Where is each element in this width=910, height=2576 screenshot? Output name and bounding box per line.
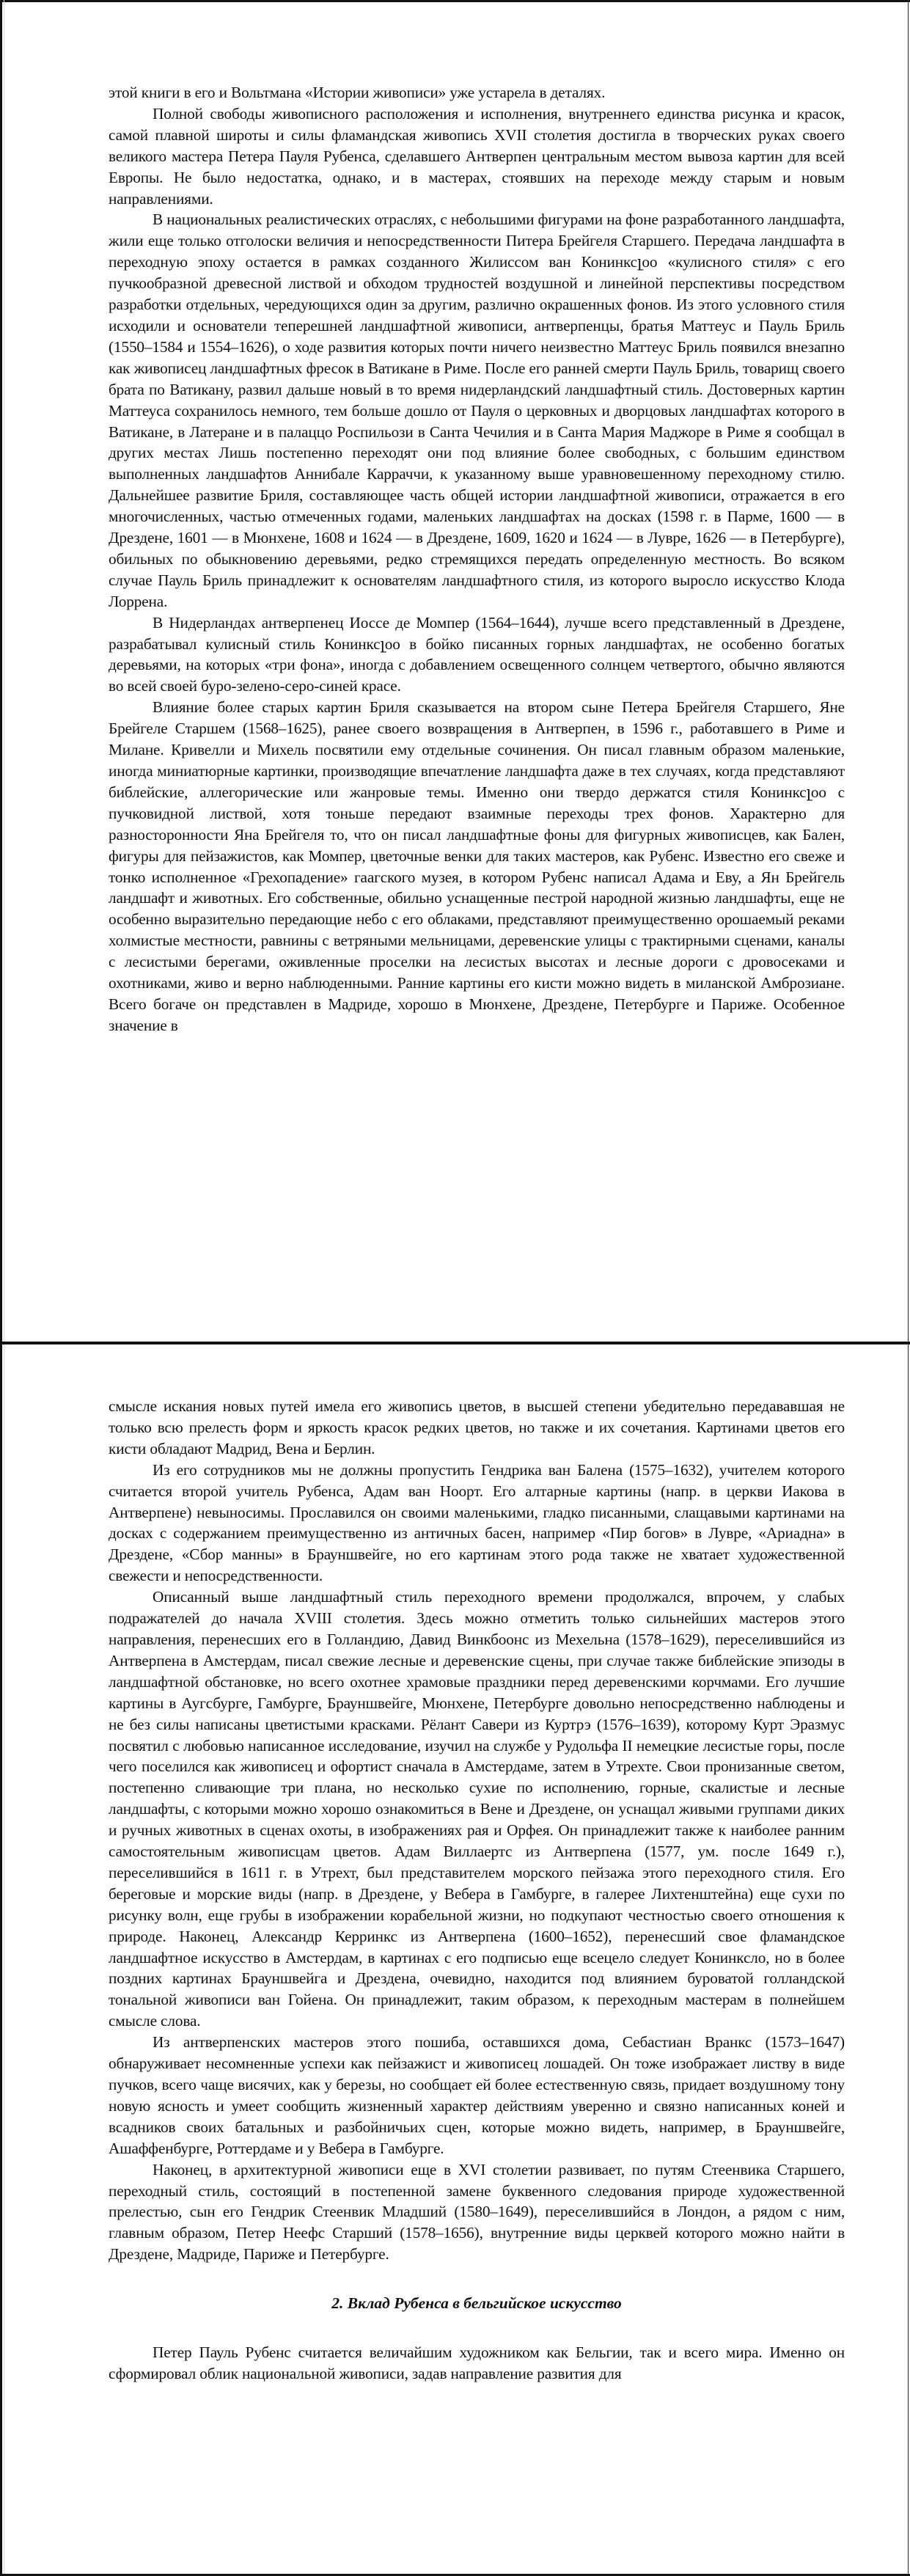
paragraph: Полной свободы живописного расположения и исполнения, внутреннего единства рисунка и красок, самой плавной широты и силы фламандская живопись XVII столетия достигла в творческих руках своего великого мастера Петера Пауля Рубенса, сделавшего Антверпен центральным местом вывоза картин для всей Европы. Не было недостатка, однако, и в мастерах, стоявших на переходе между старым и новым направлениями.: [109, 104, 845, 208]
section-heading-wrapper: [109, 2265, 845, 2342]
paragraph: Из его сотрудников мы не должны пропустить Гендрика ван Балена (1575–1632), учителем которого считается второй учитель Рубенса, Адам ван Ноорт. Его алтарные картины (напр. в церкви Иакова в Антверпене) невыносимы. Прославился он своими маленькими, гладко писанными, слащавыми картинами на досках с содержанием преимущественно из античных басен, например «Пир богов» в Лувре, «Ариадна» в Дрездене, «Сбор манны» в Брауншвейге, но его картинам этого рода также не хватает художественной свежести и непосредственности.: [109, 1460, 845, 1585]
page-break-divider: [0, 1342, 910, 1344]
document-page-1: [109, 82, 845, 1036]
paragraph: В Нидерландах антверпенец Иоссе де Момпер (1564–1644), лучше всего представленный в Дрездене, разрабатывал кулисный стиль Конинксլоо в бойко писанных горных ландшафтах, не особенно богатых деревьями, на которых «три фона», иногда с добавлением освещенного солнцем четвертого, обычно являются во всей своей буро-зелено-серо-синей красе.: [109, 613, 845, 695]
page-frame-top: [0, 0, 910, 2]
page-frame-right: [908, 0, 909, 2576]
paragraph: В национальных реалистических отраслях, с небольшими фигурами на фоне разработанного ландшафта, жили еще только отголоски величия и непосредственности Питера Брейгеля Старшего. Передача ландшафта в переходную эпоху остается в рамках созданного Жилиссом ван Конинксլоо «кулисного стиля» с его пучкообразной древесной листвой и обходом трудностей воздушной и линейной перспективы посредством разработки отдельных, чередующихся один за другим, различно окрашенных фонов. Из этого условного стиля исходили и основатели теперешней ландшафтной живописи, антверпенцы, братья Маттеус и Пауль Бриль (1550–1584 и 1554–1626), о ходе развития которых почти ничего неизвестно Маттеус Бриль появился внезапно как живописец ландшафтных фресок в Ватикане в Риме. После его ранней смерти Пауль Бриль, товарищ своего брата по Ватикану, развил дальше новый в то время нидерландский ландшафтный стиль. Достоверных картин Маттеуса сохранилось немного, тем больше дошло от Пауля о церковных и дворцовых ландшафтах которого в Ватикане, в Латеране и в палаццо Роспильози в Санта Чечилия и в Санта Мария Маджоре в Риме я сообщал в других местах Лишь постепенно переходят они под влияние более свободных, с большим единством выполненных ландшафтов Аннибале Карраччи, к указанному выше уравновешенному переходному стилю. Дальнейшее развитие Бриля, составляющее часть общей истории ландшафтной живописи, отражается в его многочисленных, частью отмеченных годами, маленьких ландшафтах на досках (1598 г. в Парме, 1600 — в Дрездене, 1601 — в Мюнхене, 1608 и 1624 — в Дрездене, 1609, 1620 и 1624 — в Лувре, 1626 — в Петербурге), обильных по обыкновению деревьями, редко стремящихся передать определенную местность. Во всяком случае Пауль Бриль принадлежит к основателям ландшафтного стиля, из которого выросло искусство Клода Лоррена.: [109, 211, 845, 610]
paragraph: этой книги в его и Вольтмана «Истории живописи» уже устарела в деталях.: [109, 84, 606, 101]
paragraph: Наконец, в архитектурной живописи еще в XVI столетии развивает, по путям Стеенвика Старшего, переходный стиль, состоящий в постепенной замене буквенного следования природе художественной прелестью, сын его Гендрик Стеенвик Младший (1580–1649), переселившийся в Лондон, а рядом с ним, главным образом, Петер Неефс Старший (1578–1656), внутренние виды церквей которого можно найти в Дрездене, Мадриде, Париже и Петербурге.: [109, 2160, 845, 2264]
paragraph: Описанный выше ландшафтный стиль переходного времени продолжался, впрочем, у слабых подражателей до начала XVIII столетия. Здесь можно отметить только сильнейших мастеров этого направления, перенесших его в Голландию, Давид Винкбоонс из Мехельна (1578–1629), переселившийся из Антверпена в Амстердам, писал свежие лесные и деревенские сцены, при случае также библейские эпизоды в ландшафтной обстановке, но всего охотнее храмовые праздники перед деревенскими корчмами. Его лучшие картины в Аугсбурге, Гамбурге, Брауншвейге, Мюнхене, Петербурге довольно непосредственно наблюдены и не без силы написаны цветистыми красками. Рёлант Савери из Куртрэ (1576–1639), которому Курт Эразмус посвятил с любовью написанное исследование, изучил на службе у Рудольфа II немецкие лесистые горы, после чего поселился как живописец и офортист сначала в Амстердаме, затем в Утрехте. Свои пронизанные светом, постепенно сливающие три плана, но несколько сухие по исполнению, горные, скалистые и лесные ландшафты, с которыми можно хорошо ознакомиться в Вене и Дрездене, он уснащал живыми группами диких и ручных животных в сценах охоты, в изображениях рая и Орфея. Он принадлежит также к наиболее ранним самостоятельным живописцам цветов. Адам Виллаертс из Антверпена (1577, ум. после 1649 г.), переселившийся в 1611 г. в Утрехт, был представителем морского пейзажа этого переходного стиля. Его береговые и морские виды (напр. в Дрездене, у Вебера в Гамбурге, в галерее Лихтенштейна) еще сухи по рисунку волн, еще грубы в изображении корабельной жизни, но подкупают честностью своего отношения к природе. Наконец, Александр Керринкс из Антверпена (1600–1652), перенесший свое фламандское ландшафтное искусство в Амстердам, в картинах с его подписью еще всецело следует Конинксло, но в более поздних картинах Брауншвейга и Дрездена, очевидно, находится под влиянием буроватой голландской тональной живописи ван Гойена. Он принадлежит, таким образом, к переходным мастерам в полнейшем смысле слова.: [109, 1588, 845, 2030]
paragraph: Влияние более старых картин Бриля сказывается на втором сыне Петера Брейгеля Старшего, Яне Брейгеле Старшем (1568–1625), ранее своего возвращения в Антверпен, в 1596 г., работавшего в Риме и Милане. Кривелли и Михель посвятили ему отдельные сочинения. Он писал главным образом маленькие, иногда миниатюрные картинки, производящие впечатление ландшафта даже в тех случаях, когда представляют библейские, аллегорические или жанровые темы. Именно они твердо держатся стиля Конинксլоо с пучковидной листвой, хотя тоньше передают взаимные переходы трех фонов. Характерно для разносторонности Яна Брейгеля то, что он писал ландшафтные фоны для фигурных живописцев, как Бален, фигуры для пейзажистов, как Момпер, цветочные венки для таких мастеров, как Рубенс. Известно его свеже и тонко исполненное «Грехопадение» гаагского музея, в котором Рубенс написал Адама и Еву, а Ян Брейгель ландшафт и животных. Его собственные, обильно уснащенные пестрой народной жизнью ландшафты, еще не особенно выразительно передающие небо с его облаками, представляют преимущественно орошаемый реками холмистые местности, равнины с ветряными мельницами, деревенские улицы с трактирными сценами, каналы с лесистыми берегами, оживленные проселки на лесистых высотах и лесные дороги с дровосеками и охотниками, живо и верно наблюденными. Ранние картины его кисти можно видеть в миланской Амброзиане. Всего богаче он представлен в Мадриде, хорошо в Мюнхене, Дрездене, Петербурге и Париже. Особенное значение в: [109, 698, 845, 1034]
document-page-2: [109, 1396, 845, 2385]
paragraph: Из антверпенских мастеров этого пошиба, оставшихся дома, Себастиан Вранкс (1573–1647) обнаруживает несомненные успехи как пейзажист и живописец лошадей. Он тоже изображает листву в виде пучков, всего чаще висячих, как у березы, но сообщает ей более естественную связь, придает воздушному тону новую ясность и умеет сообщить жизненный характер действиям уверенно и связно написанных коней и всадников своих батальных и разбойничьих сцен, которые можно видеть, например, в Брауншвейге, Ашаффенбурге, Роттердаме и у Вебера в Гамбурге.: [109, 2033, 845, 2157]
section-heading: 2. Вклад Рубенса в бельгийское искусство: [331, 2294, 622, 2313]
paragraph: смысле искания новых путей имела его живопись цветов, в высшей степени убедительно передававшая не только всю прелесть форм и яркость красок редких цветов, но также и их сочетания. Картинами цветов его кисти обладают Мадрид, Вена и Берлин.: [109, 1397, 845, 1457]
paragraph: Петер Пауль Рубенс считается величайшим художником как Бельгии, так и всего мира. Именно он сформировал облик национальной живописи, задав направление развития для: [109, 2343, 845, 2382]
page-frame-left: [0, 0, 2, 2576]
